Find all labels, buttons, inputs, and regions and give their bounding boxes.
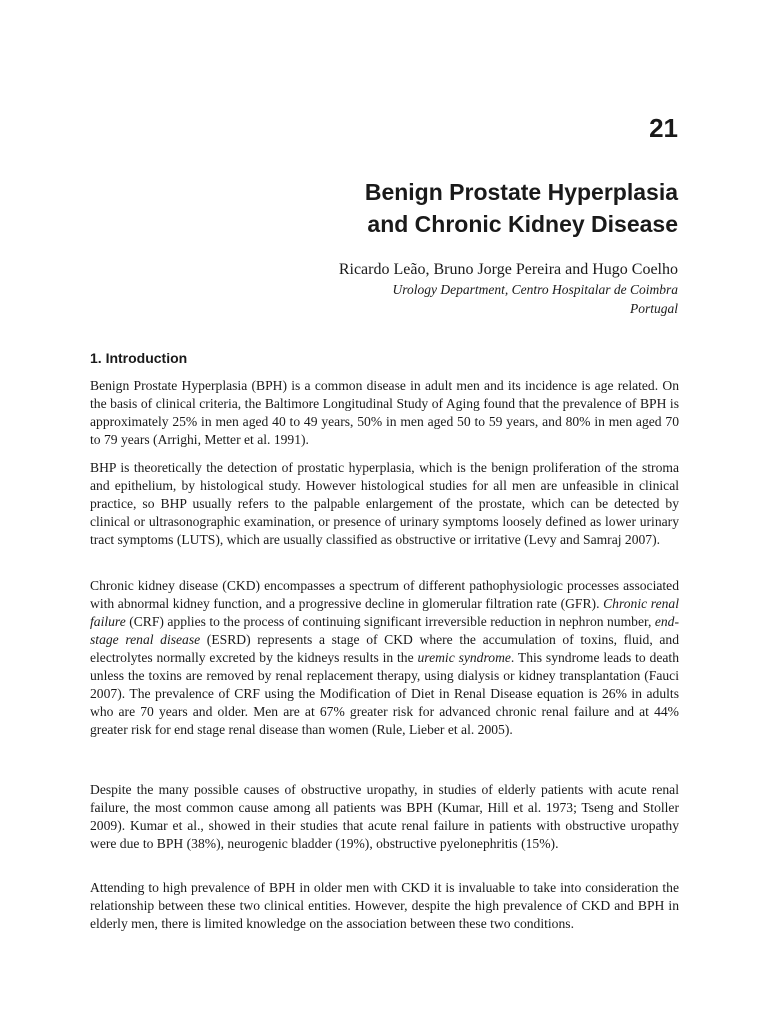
chapter-number: 21 [649,113,678,143]
paragraph-3 [90,577,679,739]
chapter-title-line-2: and Chronic Kidney Disease [367,211,678,237]
paragraph-3-text-d: . This syndrome leads to death unless the toxins are removed by renal replacement therapy, using dialysis or kidney transplantation (Fauci 2007). The prevalence of CRF using the Modification of Diet in Renal Disease equation is 26% in adults who are 70 years and older. Men are at 67% greater risk for advanced chronic renal failure and at 44% greater risk for end stage renal disease than women (Rule, Lieber et al. 2005). [90,650,679,737]
paragraph-4: Despite the many possible causes of obstructive uropathy, in studies of elderly patients with acute renal failure, the most common cause among all patients was BPH (Kumar, Hill et al. 1973; Tseng and Stoller 2009). Kumar et al., showed in their studies that acute renal failure in patients with obstructive uropathy were due to BPH (38%), neurogenic bladder (19%), obstructive pyelonephritis (15%). [90,782,679,851]
term-uremic-syndrome: uremic syndrome [417,650,511,665]
paragraph-3-text-c: (ESRD) represents a stage of CKD where the accumulation of toxins, fluid, and electrolytes normally excreted by the kidneys results in the [90,632,679,665]
section-heading: 1. Introduction [90,350,188,366]
paragraph-3-text-b: (CRF) applies to the process of continuing significant irreversible reduction in nephron number, [125,614,655,629]
paragraph-2: BHP is theoretically the detection of prostatic hyperplasia, which is the benign proliferation of the stroma and epithelium, by histological study. However histological studies for all men are unfeasible in clinical practice, so BHP usually refers to the palpable enlargement of the prostate, which can be detected by clinical or ultrasonographic examination, or presence of urinary symptoms loosely defined as lower urinary tract symptoms (LUTS), which are usually classified as obstructive or irritative (Levy and Samraj 2007). [90,460,679,547]
paragraph-1: Benign Prostate Hyperplasia (BPH) is a common disease in adult men and its incidence is age related. On the basis of clinical criteria, the Baltimore Longitudinal Study of Aging found that the prevalence of BPH is approximately 25% in men aged 40 to 49 years, 50% in men aged 50 to 59 years, and 80% in men aged 70 to 79 years (Arrighi, Metter et al. 1991). [90,378,679,447]
author-list: Ricardo Leão, Bruno Jorge Pereira and Hugo Coelho [338,261,678,278]
term-chronic-renal-failure: Chronic renal failure [90,596,679,629]
affiliation-country: Portugal [629,301,678,316]
chapter-title-line-1: Benign Prostate Hyperplasia [364,179,678,205]
paragraph-5: Attending to high prevalence of BPH in older men with CKD it is invaluable to take into consideration the relationship between these two clinical entities. However, despite the high prevalence of CKD and BPH in elderly men, there is limited knowledge on the association between these two conditions. [90,880,679,931]
paragraph-3-text-a: Chronic kidney disease (CKD) encompasses a spectrum of different pathophysiologic processes associated with abnormal kidney function, and a progressive decline in glomerular filtration rate (GFR). [90,578,679,611]
term-end-stage-renal-disease: end-stage renal disease [90,614,679,647]
chapter-title [118,176,678,240]
affiliation-institution: Urology Department, Centro Hospitalar de Coimbra [392,282,678,297]
